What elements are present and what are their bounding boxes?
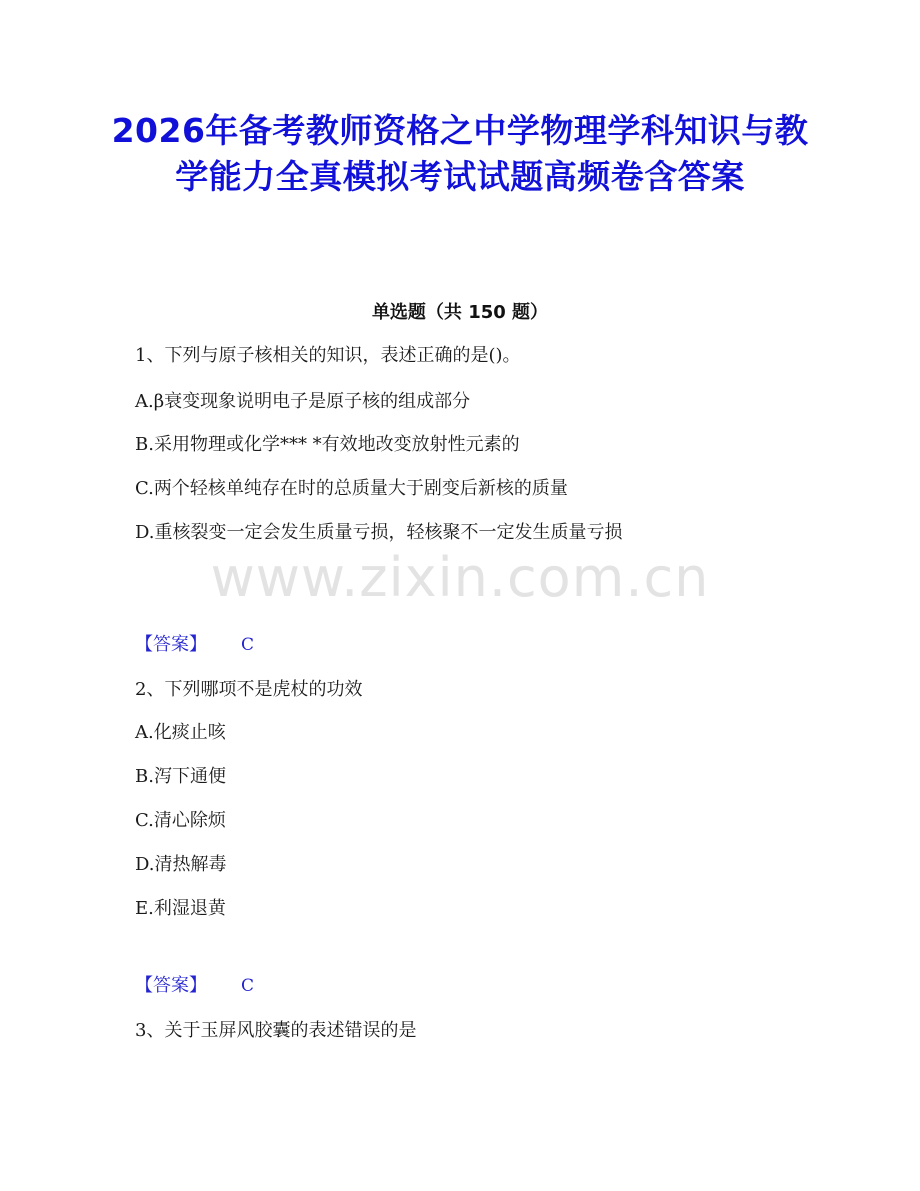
section-heading: 单选题（共 150 题）	[371, 302, 549, 323]
answer-label: 【答案】	[135, 975, 207, 996]
answer-value: C	[241, 635, 255, 655]
question-1-option-d: D.重核裂变一定会发生质量亏损，轻核聚不一定发生质量亏损	[135, 522, 623, 543]
question-1-answer	[135, 632, 254, 658]
question-2-option-c: C.清心除烦	[135, 810, 226, 831]
question-2-option-d: D.清热解毒	[135, 854, 227, 875]
document-title: 2026年备考教师资格之中学物理学科知识与教学能力全真模拟考试试题高频卷含答案	[111, 111, 809, 196]
question-2-option-a: A.化痰止咳	[135, 722, 226, 743]
watermark: www.zixin.com.cn	[210, 546, 710, 609]
question-2-stem: 2、下列哪项不是虎杖的功效	[135, 679, 363, 700]
answer-label: 【答案】	[135, 634, 207, 655]
question-1-option-c: C.两个轻核单纯存在时的总质量大于剧变后新核的质量	[135, 478, 568, 499]
answer-value: C	[241, 976, 255, 996]
question-1-option-b: B.采用物理或化学*** *有效地改变放射性元素的	[135, 434, 520, 455]
question-3-stem: 3、关于玉屏风胶囊的表述错误的是	[135, 1020, 417, 1041]
question-2-option-b: B.泻下通便	[135, 766, 226, 787]
question-2-option-e: E.利湿退黄	[135, 898, 226, 919]
question-1-stem: 1、下列与原子核相关的知识，表述正确的是()。	[135, 345, 521, 366]
question-2-answer	[135, 973, 254, 999]
question-1-option-a: A.β衰变现象说明电子是原子核的组成部分	[135, 391, 471, 412]
